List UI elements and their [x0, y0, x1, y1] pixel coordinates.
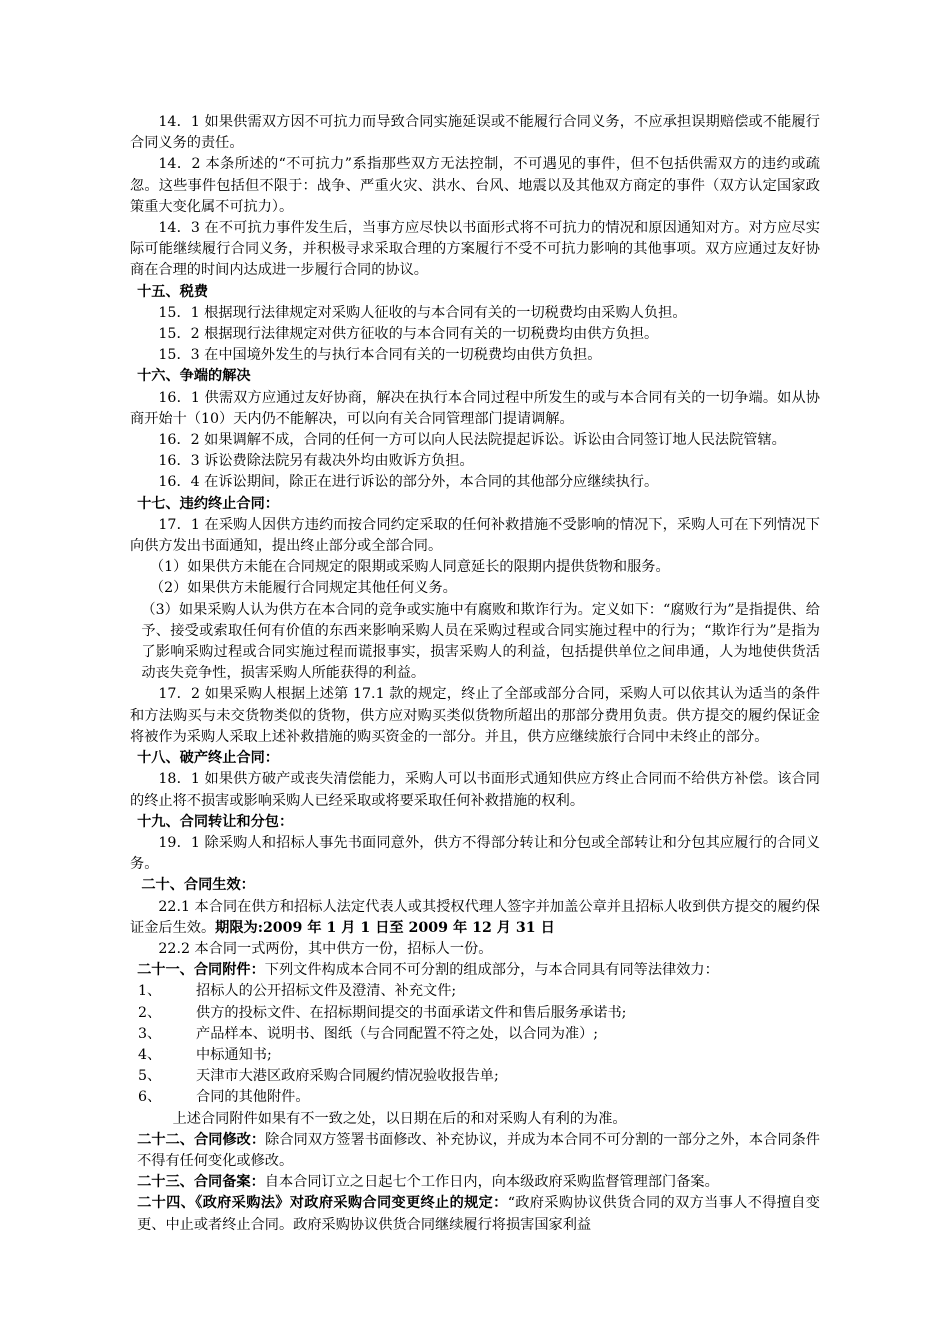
- list-item-number: 6、: [138, 1089, 162, 1106]
- clause-17-1: 17．1 在采购人因供方违约而按合同约定采取的任何补救措施不受影响的情况下，采购人可在下列情况下向供方发出书面通知，提出终止部分或全部合同。: [130, 516, 820, 555]
- clause-16-2: 16．2 如果调解不成，合同的任何一方可以向人民法院提起诉讼。诉讼由合同签订地人民法院管辖。: [158, 432, 786, 449]
- section-heading-21: 二十一、合同附件：: [137, 962, 265, 979]
- clause-16-3: 16．3 诉讼费除法院另有裁决外均由败诉方负担。: [158, 453, 474, 470]
- list-item: [130, 1003, 820, 1024]
- clause-15-1: 15．1 根据现行法律规定对采购人征收的与本合同有关的一切税费均由采购人负担。: [158, 304, 687, 321]
- list-item: [130, 1087, 820, 1108]
- clause-22-2: 22.2 本合同一式两份，其中供方一份，招标人一份。: [158, 940, 493, 957]
- list-item-text: 天津市大港区政府采购合同履约情况验收报告单;: [196, 1068, 499, 1085]
- attachment-list: [130, 981, 820, 1108]
- list-item-number: 3、: [138, 1025, 162, 1042]
- clause-16-1: 16．1 供需双方应通过友好协商，解决在执行本合同过程中所发生的或与本合同有关的一切争端。如从协商开始十（10）天内仍不能解决，可以向有关合同管理部门提请调解。: [130, 389, 820, 427]
- section-heading-16: 十六、争端的解决: [137, 368, 251, 385]
- clause-22-1: [130, 897, 820, 939]
- clause-22-1-text: 22.1 本合同在供方和招标人法定代表人或其授权代理人签字并加盖公章并且招标人收到供方提交的履约保证金后生效。: [130, 898, 820, 936]
- clause-14-3: 14．3 在不可抗力事件发生后，当事方应尽快以书面形式将不可抗力的情况和原因通知对方。对方应尽实际可能继续履行合同义务，并积极寻求采取合理的方案履行不受不可抗力影响的其他事项。双方应通过友好协商在合理的时间内达成进一步履行合同的协议。: [130, 220, 820, 279]
- list-item: [130, 1045, 820, 1066]
- section-heading-24: 二十四、《政府采购法》对政府采购合同变更终止的规定：: [137, 1195, 508, 1212]
- attachment-note: 上述合同附件如果有不一致之处，以日期在后的和对采购人有利的为准。: [172, 1110, 627, 1127]
- clause-18-1: 18．1 如果供方破产或丧失清偿能力，采购人可以书面形式通知供应方终止合同而不给供方补偿。该合同的终止将不损害或影响采购人已经采取或将要采取任何补救措施的权利。: [130, 771, 820, 809]
- clause-15-3: 15．3 在中国境外发生的与执行本合同有关的一切税费均由供方负担。: [158, 347, 602, 364]
- list-item-number: 2、: [138, 1004, 162, 1021]
- clause-17-1-item-1: （1）如果供方未能在合同规定的限期或采购人同意延长的限期内提供货物和服务。: [149, 559, 670, 576]
- section-21-text: 下列文件构成本合同不可分割的组成部分，与本合同具有同等法律效力：: [264, 962, 719, 979]
- clause-17-1-item-3: （3）如果采购人认为供方在本合同的竞争或实施中有腐败和欺诈行为。定义如下：“腐败行为”是指提供、给予、接受或索取任何有价值的东西来影响采购人员在采购过程或合同实施过程中的行为；“欺诈行为”是指为了影响采购过程或合同实施过程而谎报事实，损害采购人的利益，包括提供单位之间串通，人为地使供货活动丧失竞争性，损害采购人所能获得的利益。: [141, 601, 820, 682]
- section-heading-20: 二十、合同生效：: [141, 877, 255, 894]
- list-item-text: 合同的其他附件。: [196, 1089, 310, 1106]
- section-heading-18: 十八、破产终止合同：: [137, 750, 279, 767]
- section-21: [130, 960, 820, 981]
- clause-14-1: 14．1 如果供需双方因不可抗力而导致合同实施延误或不能履行合同义务，不应承担误期赔偿或不能履行合同义务的责任。: [130, 114, 820, 152]
- clause-16-4: 16．4 在诉讼期间，除正在进行诉讼的部分外，本合同的其他部分应继续执行。: [158, 474, 659, 491]
- section-23-text: 自本合同订立之日起七个工作日内，向本级政府采购监督管理部门备案。: [264, 1174, 719, 1191]
- section-24-text: “政府采购协议供货合同的双方当事人不得擅自变更、中止或者终止合同。政府采购协议供货合同继续履行将损害国家利益: [137, 1195, 820, 1233]
- contract-period: 期限为:2009 年 1 月 1 日至 2009 年 12 月 31 日: [215, 919, 555, 936]
- section-22-text: 除合同双方签署书面修改、补充协议，并成为本合同不可分割的一部分之外，本合同条件不得有任何变化或修改。: [137, 1131, 820, 1169]
- list-item-text: 供方的投标文件、在招标期间提交的书面承诺文件和售后服务承诺书;: [196, 1004, 627, 1021]
- section-24: [130, 1193, 820, 1235]
- list-item: [130, 1024, 820, 1045]
- list-item-text: 招标人的公开招标文件及澄清、补充文件;: [196, 983, 457, 1000]
- section-heading-17: 十七、违约终止合同：: [137, 495, 279, 512]
- clause-17-1-item-2: （2）如果供方未能履行合同规定其他任何义务。: [149, 580, 457, 597]
- section-heading-22: 二十二、合同修改：: [137, 1131, 266, 1148]
- clause-14-2: 14．2 本条所述的“不可抗力”系指那些双方无法控制，不可遇见的事件，但不包括供需双方的违约或疏忽。这些事件包括但不限于：战争、严重火灾、洪水、台风、地震以及其他双方商定的事件（双方认定国家政策重大变化属不可抗力）。: [130, 156, 820, 215]
- list-item-number: 5、: [138, 1068, 162, 1085]
- section-22: [130, 1130, 820, 1172]
- clause-15-2: 15．2 根据现行法律规定对供方征收的与本合同有关的一切税费均由供方负担。: [158, 326, 659, 343]
- section-23: [130, 1172, 820, 1193]
- list-item-number: 1、: [138, 983, 162, 1000]
- list-item: [130, 1066, 820, 1087]
- list-item: [130, 981, 820, 1002]
- section-heading-19: 十九、合同转让和分包：: [137, 813, 294, 830]
- list-item-number: 4、: [138, 1046, 162, 1063]
- clause-17-2: 17．2 如果采购人根据上述第 17.1 款的规定，终止了全部或部分合同，采购人可以依其认为适当的条件和方法购买与未交货物类似的货物，供方应对购买类似货物所超出的那部分费用负责。供方提交的履约保证金将被作为采购人采取上述补救措施的购买资金的一部分。并且，供方应继续旅行合同中未终止的部分。: [130, 686, 820, 745]
- list-item-text: 产品样本、说明书、图纸（与合同配置不符之处，以合同为准）;: [196, 1025, 599, 1042]
- document-page: [130, 112, 820, 1236]
- section-heading-15: 十五、税费: [137, 283, 209, 300]
- section-heading-23: 二十三、合同备案：: [137, 1174, 265, 1191]
- clause-19-1: 19．1 除采购人和招标人事先书面同意外，供方不得部分转让和分包或全部转让和分包其应履行的合同义务。: [130, 834, 820, 873]
- list-item-text: 中标通知书;: [196, 1046, 272, 1063]
